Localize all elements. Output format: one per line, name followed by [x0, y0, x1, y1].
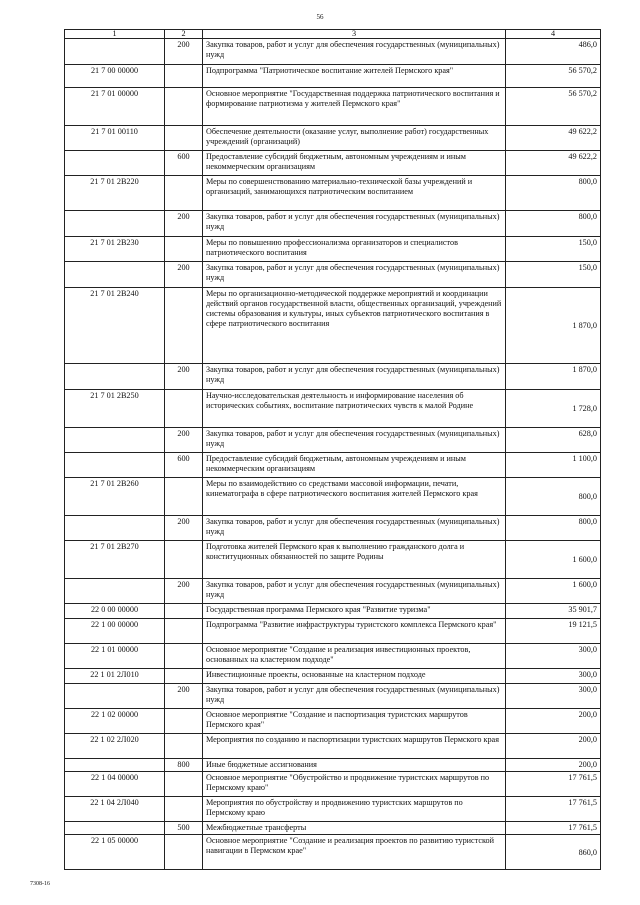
row-expense-type: 200 [165, 211, 203, 237]
table-row [65, 288, 601, 364]
row-code: 21 7 01 2В250 [65, 390, 165, 428]
row-description: Основное мероприятие "Создание и паспортизация туристских маршрутов Пермского края" [203, 709, 506, 734]
row-amount: 150,0 [506, 262, 601, 288]
row-code [65, 39, 165, 65]
table-row [65, 734, 601, 759]
column-header-1: 1 [65, 30, 165, 39]
row-amount: 628,0 [506, 428, 601, 453]
row-code: 22 0 00 00000 [65, 604, 165, 619]
row-code: 21 7 01 00110 [65, 126, 165, 151]
row-description: Подготовка жителей Пермского края к выполнению гражданского долга и конституционных обязанностей по защите Родины [203, 541, 506, 579]
table-row [65, 579, 601, 604]
row-amount: 486,0 [506, 39, 601, 65]
column-header-4: 4 [506, 30, 601, 39]
row-amount: 800,0 [506, 516, 601, 541]
row-code: 21 7 01 2В270 [65, 541, 165, 579]
row-amount: 200,0 [506, 734, 601, 759]
row-code [65, 211, 165, 237]
row-code: 21 7 01 2В260 [65, 478, 165, 516]
row-code [65, 453, 165, 478]
row-expense-type: 200 [165, 516, 203, 541]
budget-table [64, 29, 601, 870]
table-header-row [65, 30, 601, 39]
row-code [65, 151, 165, 176]
table-row [65, 126, 601, 151]
row-expense-type [165, 734, 203, 759]
row-description: Подпрограмма "Патриотическое воспитание жителей Пермского края" [203, 65, 506, 88]
table-row [65, 453, 601, 478]
row-amount: 1 870,0 [506, 288, 601, 364]
table-row [65, 644, 601, 669]
row-expense-type [165, 65, 203, 88]
row-description: Меры по взаимодействию со средствами массовой информации, печати, кинематографа в сфере патриотического воспитания жителей Пермского края [203, 478, 506, 516]
row-expense-type [165, 604, 203, 619]
row-code [65, 579, 165, 604]
row-expense-type: 200 [165, 684, 203, 709]
row-expense-type: 600 [165, 453, 203, 478]
table-row [65, 797, 601, 822]
row-description: Подпрограмма "Развитие инфраструктуры туристского комплекса Пермского края" [203, 619, 506, 644]
row-amount: 300,0 [506, 669, 601, 684]
row-code [65, 684, 165, 709]
row-expense-type: 600 [165, 151, 203, 176]
row-description: Межбюджетные трансферты [203, 822, 506, 835]
row-amount: 49 622,2 [506, 151, 601, 176]
table-row [65, 176, 601, 211]
row-amount: 200,0 [506, 759, 601, 772]
table-row [65, 39, 601, 65]
row-description: Закупка товаров, работ и услуг для обеспечения государственных (муниципальных) нужд [203, 684, 506, 709]
table-row [65, 669, 601, 684]
row-amount: 800,0 [506, 176, 601, 211]
row-expense-type: 500 [165, 822, 203, 835]
row-amount: 150,0 [506, 237, 601, 262]
row-code: 22 1 00 00000 [65, 619, 165, 644]
row-code: 22 1 05 00000 [65, 835, 165, 870]
row-amount: 35 901,7 [506, 604, 601, 619]
table-row [65, 822, 601, 835]
table-row [65, 759, 601, 772]
table-row [65, 619, 601, 644]
row-amount: 17 761,5 [506, 797, 601, 822]
row-expense-type: 800 [165, 759, 203, 772]
row-amount: 49 622,2 [506, 126, 601, 151]
row-expense-type: 200 [165, 579, 203, 604]
row-expense-type [165, 478, 203, 516]
row-code [65, 428, 165, 453]
table-row [65, 604, 601, 619]
row-amount: 300,0 [506, 644, 601, 669]
row-description: Государственная программа Пермского края "Развитие туризма" [203, 604, 506, 619]
row-description: Основное мероприятие "Создание и реализация инвестиционных проектов, основанных на кластерном подходе" [203, 644, 506, 669]
row-amount: 800,0 [506, 211, 601, 237]
row-amount: 800,0 [506, 478, 601, 516]
table-row [65, 364, 601, 390]
row-description: Закупка товаров, работ и услуг для обеспечения государственных (муниципальных) нужд [203, 364, 506, 390]
row-code [65, 822, 165, 835]
row-code [65, 516, 165, 541]
row-expense-type [165, 772, 203, 797]
row-expense-type: 200 [165, 364, 203, 390]
row-code: 22 1 01 00000 [65, 644, 165, 669]
column-header-2: 2 [165, 30, 203, 39]
row-code: 22 1 02 2Л020 [65, 734, 165, 759]
row-code: 21 7 01 2В220 [65, 176, 165, 211]
row-description: Инвестиционные проекты, основанные на кластерном подходе [203, 669, 506, 684]
row-amount: 300,0 [506, 684, 601, 709]
row-description: Основное мероприятие "Создание и реализация проектов по развитию туристской навигации в Пермском крае" [203, 835, 506, 870]
row-description: Иные бюджетные ассигнования [203, 759, 506, 772]
row-amount: 17 761,5 [506, 822, 601, 835]
table-row [65, 541, 601, 579]
row-amount: 1 600,0 [506, 579, 601, 604]
row-amount: 1 100,0 [506, 453, 601, 478]
row-expense-type [165, 176, 203, 211]
column-header-3: 3 [203, 30, 506, 39]
table-row [65, 478, 601, 516]
table-row [65, 835, 601, 870]
row-amount: 56 570,2 [506, 88, 601, 126]
table-row [65, 709, 601, 734]
row-code: 21 7 01 2В230 [65, 237, 165, 262]
row-description: Обеспечение деятельности (оказание услуг, выполнение работ) государственных учреждений (организаций) [203, 126, 506, 151]
row-amount: 1 600,0 [506, 541, 601, 579]
row-amount: 56 570,2 [506, 65, 601, 88]
row-description: Закупка товаров, работ и услуг для обеспечения государственных (муниципальных) нужд [203, 262, 506, 288]
row-expense-type: 200 [165, 39, 203, 65]
row-amount: 1 728,0 [506, 390, 601, 428]
row-expense-type: 200 [165, 428, 203, 453]
row-code: 21 7 01 00000 [65, 88, 165, 126]
row-code [65, 759, 165, 772]
row-code: 21 7 00 00000 [65, 65, 165, 88]
table-row [65, 237, 601, 262]
row-amount: 860,0 [506, 835, 601, 870]
row-code [65, 262, 165, 288]
row-description: Предоставление субсидий бюджетным, автономным учреждениям и иным некоммерческим организациям [203, 151, 506, 176]
row-description: Закупка товаров, работ и услуг для обеспечения государственных (муниципальных) нужд [203, 39, 506, 65]
row-description: Основное мероприятие "Государственная поддержка патриотического воспитания и формирование патриотизма у жителей Пермского края" [203, 88, 506, 126]
page-number: 56 [316, 13, 324, 21]
row-amount: 17 761,5 [506, 772, 601, 797]
row-code: 22 1 02 00000 [65, 709, 165, 734]
row-expense-type [165, 797, 203, 822]
row-description: Закупка товаров, работ и услуг для обеспечения государственных (муниципальных) нужд [203, 428, 506, 453]
row-description: Меры по совершенствованию материально-технической базы учреждений и организаций, занимающихся патриотическим воспитанием [203, 176, 506, 211]
table-row [65, 262, 601, 288]
row-expense-type [165, 390, 203, 428]
row-expense-type [165, 669, 203, 684]
table-row [65, 390, 601, 428]
row-code: 21 7 01 2В240 [65, 288, 165, 364]
row-amount: 1 870,0 [506, 364, 601, 390]
row-code: 22 1 04 00000 [65, 772, 165, 797]
row-description: Предоставление субсидий бюджетным, автономным учреждениям и иным некоммерческим организациям [203, 453, 506, 478]
row-amount: 19 121,5 [506, 619, 601, 644]
row-description: Меры по повышению профессионализма организаторов и специалистов патриотического воспитания [203, 237, 506, 262]
row-description: Закупка товаров, работ и услуг для обеспечения государственных (муниципальных) нужд [203, 579, 506, 604]
row-description: Мероприятия по обустройству и продвижению туристских маршрутов по Пермскому краю [203, 797, 506, 822]
row-expense-type [165, 709, 203, 734]
row-code: 22 1 04 2Л040 [65, 797, 165, 822]
row-amount: 200,0 [506, 709, 601, 734]
row-code: 22 1 01 2Л010 [65, 669, 165, 684]
row-description: Мероприятия по созданию и паспортизации туристских маршрутов Пермского края [203, 734, 506, 759]
table-row [65, 684, 601, 709]
row-expense-type [165, 288, 203, 364]
row-description: Меры по организационно-методической поддержке мероприятий и координации действий органов государственной власти, общественных организаций, учреждений системы образования и культуры, иных субъектов патриотического воспитания в сфере патриотического воспитания [203, 288, 506, 364]
row-description: Закупка товаров, работ и услуг для обеспечения государственных (муниципальных) нужд [203, 211, 506, 237]
row-expense-type [165, 237, 203, 262]
table-row [65, 151, 601, 176]
row-expense-type [165, 619, 203, 644]
table-row [65, 516, 601, 541]
row-expense-type [165, 644, 203, 669]
table-row [65, 65, 601, 88]
row-expense-type [165, 541, 203, 579]
table-row [65, 428, 601, 453]
table-row [65, 211, 601, 237]
row-expense-type [165, 835, 203, 870]
row-expense-type [165, 126, 203, 151]
row-expense-type [165, 88, 203, 126]
table-row [65, 88, 601, 126]
row-description: Научно-исследовательская деятельность и информирование населения об исторических событиях, воспитание патриотических чувств к малой Родине [203, 390, 506, 428]
row-description: Закупка товаров, работ и услуг для обеспечения государственных (муниципальных) нужд [203, 516, 506, 541]
row-expense-type: 200 [165, 262, 203, 288]
row-description: Основное мероприятие "Обустройство и продвижение туристских маршрутов по Пермскому краю" [203, 772, 506, 797]
footer-document-code: 7308-16 [30, 881, 50, 887]
row-code [65, 364, 165, 390]
table-row [65, 772, 601, 797]
